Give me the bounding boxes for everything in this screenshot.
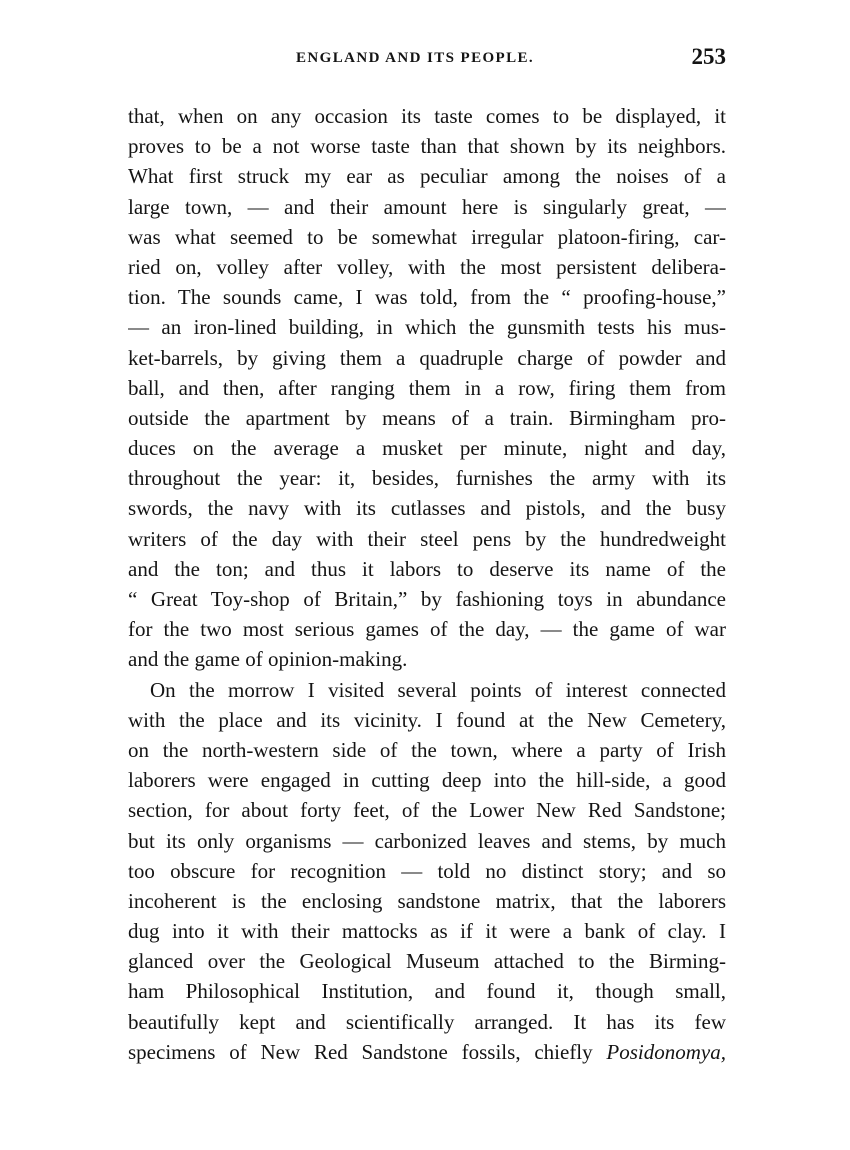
text-line: tion. The sounds came, I was told, from the “ proofing-house,” — [128, 285, 726, 310]
text-line: and the ton; and thus it labors to deserve its name of the — [128, 556, 726, 581]
text-line: with the place and its vicinity. I found at the New Cemetery, — [128, 707, 726, 732]
text-line: large town, — and their amount here is singularly great, — — [128, 194, 726, 219]
italic-term: Posidonomya, — [606, 1039, 726, 1064]
text-line: that, when on any occasion its taste comes to be displayed, it — [128, 104, 726, 128]
text-line: but its only organisms — carbonized leaves and stems, by much — [128, 828, 726, 853]
text-line-final — [128, 1037, 726, 1067]
text-fragment: specimens of New Red Sandstone fossils, chiefly — [128, 1039, 607, 1064]
text-line: ball, and then, after ranging them in a row, firing them from — [128, 375, 726, 400]
text-line: was what seemed to be somewhat irregular platoon-firing, car- — [128, 224, 726, 249]
text-line: What first struck my ear as peculiar among the noises of a — [128, 164, 726, 189]
text-line: proves to be a not worse taste than that shown by its neighbors. — [128, 134, 726, 159]
text-line: and the game of opinion-making. — [128, 647, 408, 672]
page-number: 253 — [691, 44, 726, 69]
running-head — [128, 44, 726, 74]
text-line: throughout the year: it, besides, furnishes the army with its — [128, 466, 726, 491]
text-line: too obscure for recognition — told no distinct story; and so — [128, 858, 726, 883]
text-line: dug into it with their mattocks as if it were a bank of clay. I — [128, 919, 726, 944]
text-line: for the two most serious games of the day, — the game of war — [128, 617, 726, 642]
text-line: incoherent is the enclosing sandstone matrix, that the laborers — [128, 888, 726, 913]
body-text — [128, 101, 726, 1067]
text-line: outside the apartment by means of a train. Birmingham pro- — [128, 405, 726, 430]
text-line: — an iron-lined building, in which the gunsmith tests his mus- — [128, 315, 726, 340]
text-line: glanced over the Geological Museum attached to the Birming- — [128, 949, 726, 974]
text-line: On the morrow I visited several points of interest connected — [150, 677, 726, 702]
running-title: ENGLAND AND ITS PEOPLE. — [296, 50, 535, 66]
text-line: ket-barrels, by giving them a quadruple charge of powder and — [128, 345, 726, 370]
text-line: laborers were engaged in cutting deep into the hill-side, a good — [128, 768, 726, 793]
paragraph — [128, 675, 726, 1067]
text-line: ham Philosophical Institution, and found it, though small, — [128, 979, 726, 1004]
text-line: on the north-western side of the town, where a party of Irish — [128, 737, 726, 762]
text-line: “ Great Toy-shop of Britain,” by fashioning toys in abundance — [128, 587, 726, 611]
text-line: section, for about forty feet, of the Lower New Red Sandstone; — [128, 798, 726, 823]
text-line: beautifully kept and scientifically arranged. It has its few — [128, 1009, 726, 1034]
text-line: ried on, volley after volley, with the most persistent delibera- — [128, 254, 726, 279]
paragraph — [128, 101, 726, 675]
text-line: writers of the day with their steel pens by the hundredweight — [128, 526, 726, 551]
text-line: swords, the navy with its cutlasses and pistols, and the busy — [128, 496, 726, 521]
text-line: duces on the average a musket per minute, night and day, — [128, 436, 726, 461]
